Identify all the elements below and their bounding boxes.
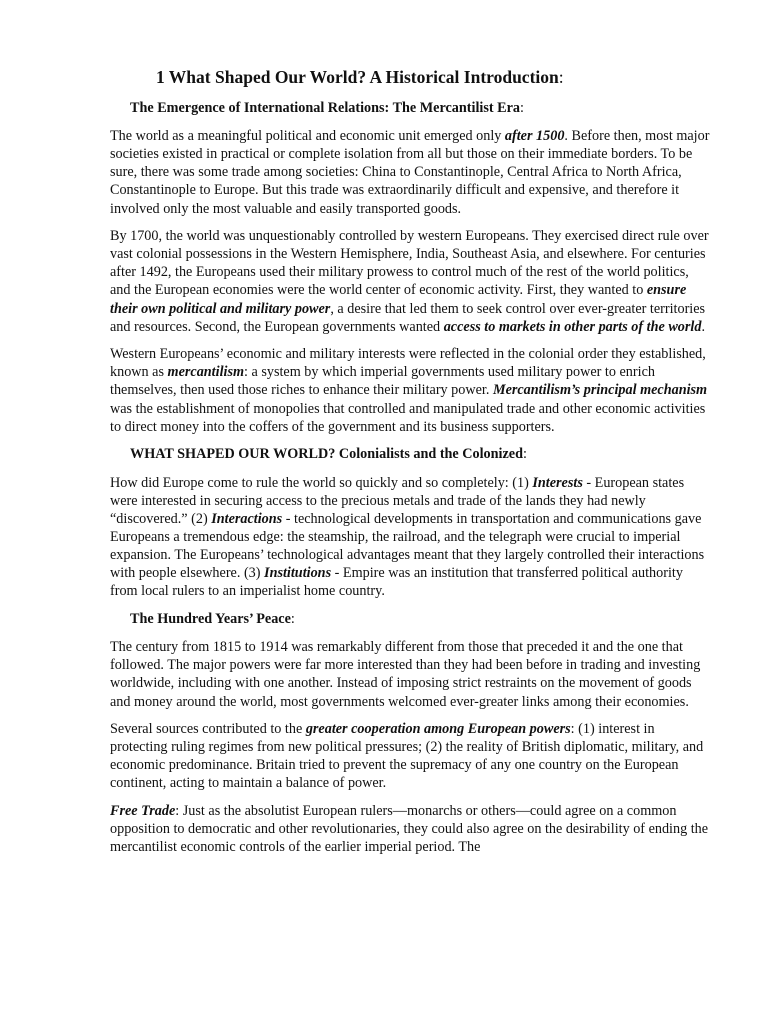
paragraph-6: Several sources contributed to the greater cooperation among European powers: (1) interest in protecting ruling regimes from new political pressures; (2) the reality of British diplomatic, military, and economic predominance. Britain tried to prevent the supremacy of any one country on the European continent, acting to maintain a balance of power. [110, 721, 704, 792]
section-heading-colonialists: WHAT SHAPED OUR WORLD? Colonialists and the Colonized: [130, 446, 527, 463]
document-page [110, 66, 710, 866]
page-title: 1 What Shaped Our World? A Historical Introduction: [156, 67, 564, 87]
paragraph-7: Free Trade: Just as the absolutist European rulers—monarchs or others—could agree on a common opposition to democratic and other revolutionaries, they could also agree on the desirability of ending the mercantilist economic controls of the earlier imperial period. The [110, 803, 709, 856]
paragraph-1: The world as a meaningful political and economic unit emerged only after 1500. Before then, most major societies existed in practical or complete isolation from all but those on their immediate borders. To be sure, there was some trade among societies: China to Constantinople, Central Africa to North Africa, Constantinople to Europe. But this trade was extraordinarily difficult and expensive, and therefore it involved only the most valuable and easily transported goods. [110, 128, 710, 217]
paragraph-5: The century from 1815 to 1914 was remarkably different from those that preceded it and the one that followed. The major powers were far more interested than they had been before in trading and investing worldwide, including with one another. Instead of imposing strict restraints on the movement of goods and money around the world, most governments welcomed ever-greater links among their economies. [110, 639, 701, 710]
paragraph-3: Western Europeans’ economic and military interests were reflected in the colonial order they established, known as mercantilism: a system by which imperial governments used military power to enrich themselves, then used those riches to enhance their military power. Mercantilism’s principal mechanism was the establishment of monopolies that controlled and manipulated trade and other economic activities to direct money into the coffers of the government and its business supporters. [110, 346, 708, 435]
paragraph-4: How did Europe come to rule the world so quickly and so completely: (1) Interests - European states were interested in securing access to the precious metals and trade of the lands they had newly “discovered.” (2) Interactions - technological developments in transportation and communications gave Europeans a tremendous edge: the steamship, the railroad, and the telegraph were crucial to imperial expansion. The Europeans’ technological advantages meant that they largely controlled their interactions with people elsewhere. (3) Institutions - Empire was an institution that transferred political authority from local rulers to an imperialist home country. [110, 474, 705, 600]
section-heading-mercantilist-era: The Emergence of International Relations: The Mercantilist Era: [130, 99, 524, 116]
paragraph-2: By 1700, the world was unquestionably controlled by western Europeans. They exercised direct rule over vast colonial possessions in the Western Hemisphere, India, Southeast Asia, and elsewhere. For centuries after 1492, the Europeans used their military prowess to control much of the rest of the world politics, and the European economies were the world center of economic activity. First, they wanted to ensure their own political and military power, a desire that led them to seek control over ever-greater territories and resources. Second, the European governments wanted access to markets in other parts of the world. [110, 228, 709, 335]
section-heading-hundred-years-peace: The Hundred Years’ Peace: [130, 610, 295, 627]
